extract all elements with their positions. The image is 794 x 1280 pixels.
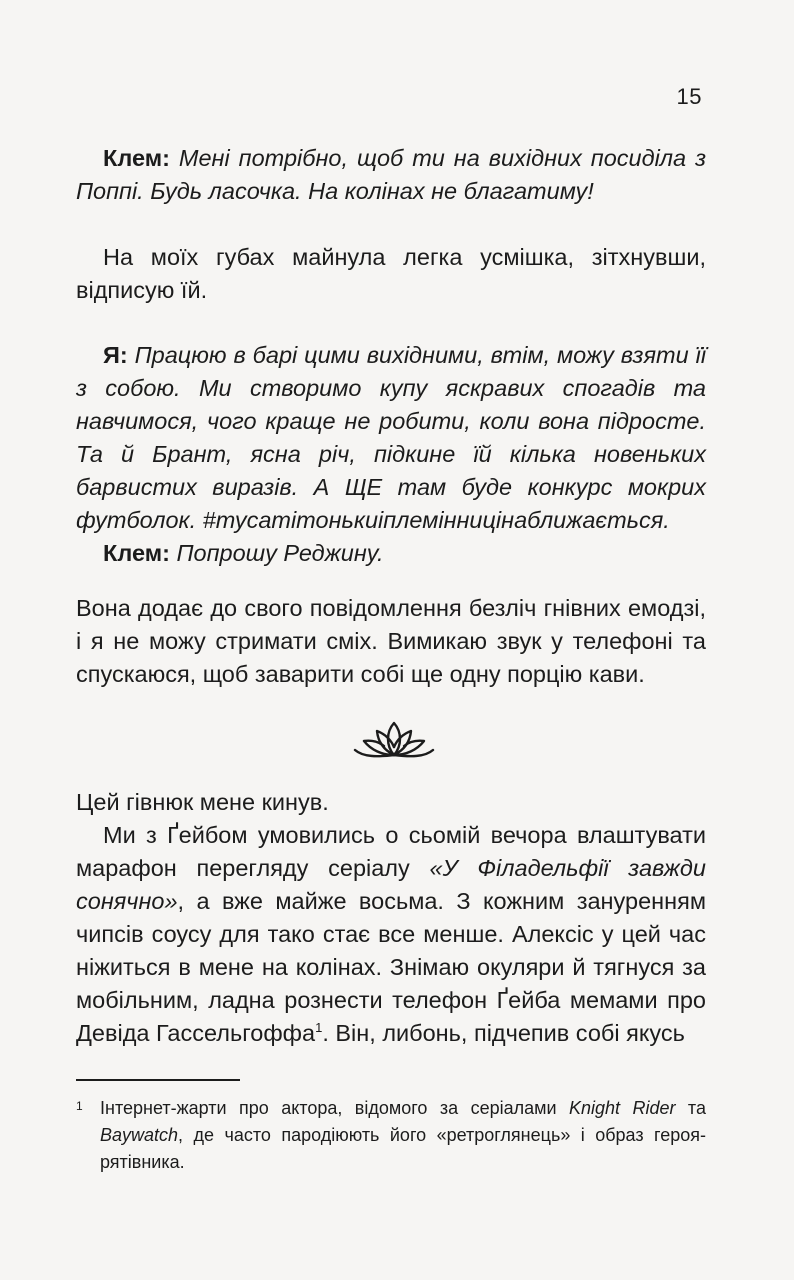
- footnote-mark: 1: [76, 1099, 83, 1113]
- narration-paragraph: На моїх губах майнула легка усмішка, зітхнувши, відписую їй.: [76, 244, 706, 303]
- footnote-text: Інтернет-жарти про актора, відомого за серіалами Knight Rider та Baywatch, де часто пародіюють його «ретроглянець» і образ героя-рятівника.: [100, 1098, 706, 1172]
- chat-block-2: [76, 339, 706, 570]
- show-title: Baywatch: [100, 1125, 179, 1145]
- paragraph: Цей гівнюк мене кинув.: [76, 789, 329, 815]
- chat-message-me: [76, 339, 706, 537]
- message-text: Попрошу Реджину.: [176, 540, 384, 566]
- lotus-icon: [351, 717, 437, 765]
- paragraph: Ми з Ґейбом умовились о сьомій вечора влаштувати марафон перегляду серіалу «У Філадельфії завжди сонячно», а вже майже восьма. З кожним зануренням чипсів соусу для тако стає все менше. Алексіс у цей час ніжиться в мене на колінах. Знімаю окуляри й тягнуся за мобільним, ладна рознести телефон Ґейба мемами про Девіда Гассельгоффа$^1$. Він, либонь, підчепив собі якусь: [76, 822, 706, 1046]
- speaker-label: Клем:: [103, 540, 170, 566]
- page-number: 15: [676, 84, 702, 109]
- footnote: [76, 1095, 706, 1176]
- speaker-label: Я:: [103, 342, 128, 368]
- message-text: Працюю в барі цими вихідними, втім, можу взяти її з собою. Ми створимо купу яскравих спогадів та навчимося, чого краще не робити, коли вона підросте. Та й Брант, ясна річ, підкине їй кілька новеньких барвистих виразів. А ЩЕ там буде конкурс мокрих футболок. #тусатітонькиіплемінницінаближається.: [76, 342, 706, 533]
- show-title: «У Філадельфії завжди сонячно»: [76, 855, 706, 914]
- section-2: [76, 786, 706, 1050]
- chat-block-1: [76, 142, 706, 208]
- show-title: Knight Rider: [569, 1098, 676, 1118]
- narration-paragraph: Вона додає до свого повідомлення безліч гнівних емодзі, і я не можу стримати сміх. Вимикаю звук у телефоні та спускаюся, щоб заварити собі ще одну порцію кави.: [76, 595, 706, 687]
- chat-message-clem: [76, 142, 706, 208]
- footnote-reference[interactable]: 1: [315, 1020, 323, 1035]
- message-text: Мені потрібно, щоб ти на вихідних посиділа з Поппі. Будь ласочка. На колінах не благатиму!: [76, 145, 707, 204]
- narration-block-2: [76, 592, 706, 691]
- narration-block-1: [76, 241, 706, 307]
- speaker-label: Клем:: [103, 145, 170, 171]
- chat-message-clem: [76, 537, 706, 570]
- footnote-divider: [76, 1079, 240, 1081]
